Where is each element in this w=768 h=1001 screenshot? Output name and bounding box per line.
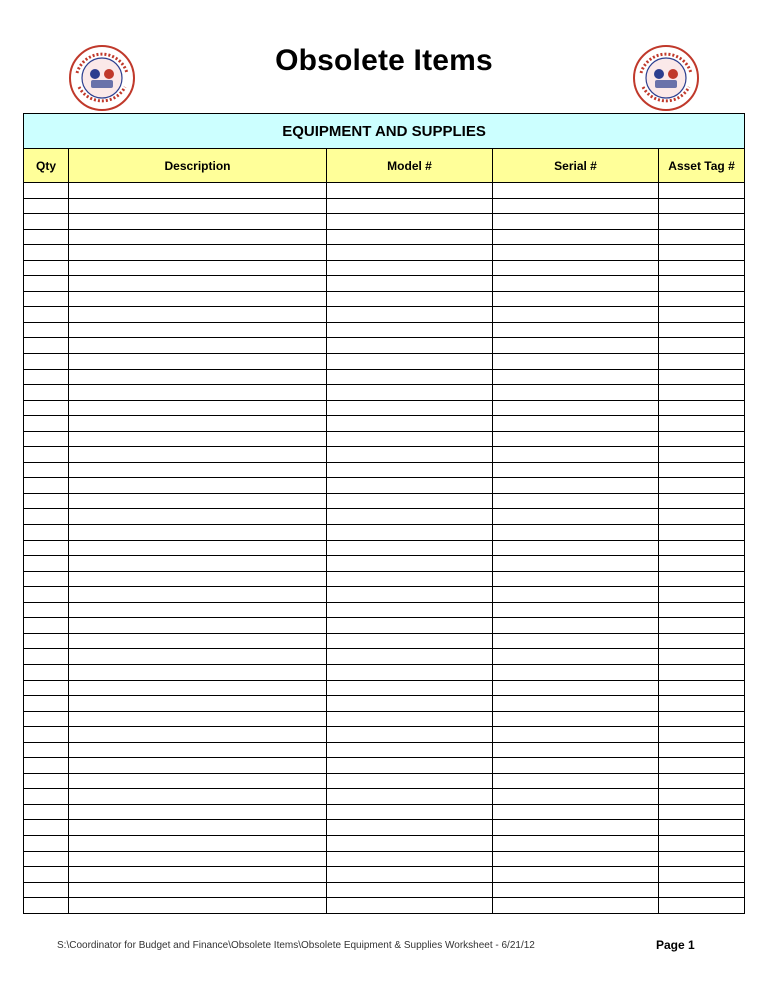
cell-description	[69, 509, 327, 525]
cell-serial	[493, 571, 659, 587]
cell-asset-tag	[659, 618, 745, 634]
cell-description	[69, 307, 327, 323]
cell-description	[69, 260, 327, 276]
cell-asset-tag	[659, 322, 745, 338]
cell-description	[69, 804, 327, 820]
table-row	[24, 898, 745, 914]
table-row	[24, 587, 745, 603]
cell-description	[69, 882, 327, 898]
cell-model	[327, 618, 493, 634]
cell-description	[69, 773, 327, 789]
cell-serial	[493, 867, 659, 883]
table-row	[24, 276, 745, 292]
table-row	[24, 338, 745, 354]
cell-description	[69, 291, 327, 307]
cell-asset-tag	[659, 431, 745, 447]
table-row	[24, 804, 745, 820]
cell-qty	[24, 711, 69, 727]
table-row	[24, 291, 745, 307]
cell-description	[69, 633, 327, 649]
cell-serial	[493, 556, 659, 572]
cell-asset-tag	[659, 214, 745, 230]
cell-serial	[493, 633, 659, 649]
cell-serial	[493, 245, 659, 261]
table-row	[24, 633, 745, 649]
cell-description	[69, 493, 327, 509]
cell-qty	[24, 260, 69, 276]
cell-qty	[24, 851, 69, 867]
cell-description	[69, 898, 327, 914]
cell-asset-tag	[659, 291, 745, 307]
cell-serial	[493, 540, 659, 556]
cell-model	[327, 571, 493, 587]
cell-model	[327, 649, 493, 665]
cell-qty	[24, 882, 69, 898]
table-row	[24, 322, 745, 338]
cell-serial	[493, 214, 659, 230]
table-row	[24, 416, 745, 432]
table-row	[24, 618, 745, 634]
cell-serial	[493, 447, 659, 463]
cell-asset-tag	[659, 633, 745, 649]
cell-description	[69, 571, 327, 587]
cell-asset-tag	[659, 478, 745, 494]
column-header-serial: Serial #	[493, 149, 659, 183]
cell-asset-tag	[659, 820, 745, 836]
cell-serial	[493, 602, 659, 618]
cell-description	[69, 478, 327, 494]
cell-qty	[24, 291, 69, 307]
cell-asset-tag	[659, 509, 745, 525]
cell-model	[327, 680, 493, 696]
cell-qty	[24, 727, 69, 743]
cell-model	[327, 400, 493, 416]
cell-serial	[493, 509, 659, 525]
cell-qty	[24, 245, 69, 261]
page-title: Obsolete Items	[275, 44, 493, 77]
cell-qty	[24, 804, 69, 820]
cell-asset-tag	[659, 696, 745, 712]
column-header-description: Description	[69, 149, 327, 183]
section-title: EQUIPMENT AND SUPPLIES	[24, 114, 745, 149]
cell-description	[69, 696, 327, 712]
cell-asset-tag	[659, 556, 745, 572]
cell-asset-tag	[659, 851, 745, 867]
cell-model	[327, 214, 493, 230]
cell-serial	[493, 493, 659, 509]
table-row	[24, 509, 745, 525]
table-row	[24, 307, 745, 323]
table-row	[24, 369, 745, 385]
cell-serial	[493, 183, 659, 199]
cell-model	[327, 742, 493, 758]
cell-asset-tag	[659, 882, 745, 898]
cell-qty	[24, 276, 69, 292]
cell-model	[327, 804, 493, 820]
cell-qty	[24, 478, 69, 494]
district-logo-right	[631, 43, 701, 113]
cell-qty	[24, 198, 69, 214]
table-row	[24, 556, 745, 572]
cell-description	[69, 602, 327, 618]
cell-qty	[24, 680, 69, 696]
cell-asset-tag	[659, 369, 745, 385]
district-logo-left	[67, 43, 137, 113]
cell-description	[69, 680, 327, 696]
cell-description	[69, 447, 327, 463]
table-row	[24, 400, 745, 416]
cell-model	[327, 307, 493, 323]
cell-serial	[493, 898, 659, 914]
cell-qty	[24, 385, 69, 401]
cell-qty	[24, 338, 69, 354]
cell-serial	[493, 462, 659, 478]
table-row	[24, 835, 745, 851]
cell-qty	[24, 571, 69, 587]
cell-description	[69, 758, 327, 774]
cell-description	[69, 556, 327, 572]
cell-model	[327, 385, 493, 401]
cell-asset-tag	[659, 183, 745, 199]
cell-description	[69, 727, 327, 743]
cell-serial	[493, 385, 659, 401]
cell-asset-tag	[659, 493, 745, 509]
cell-model	[327, 354, 493, 370]
cell-serial	[493, 338, 659, 354]
cell-model	[327, 835, 493, 851]
cell-qty	[24, 354, 69, 370]
cell-qty	[24, 696, 69, 712]
cell-serial	[493, 307, 659, 323]
cell-qty	[24, 820, 69, 836]
cell-qty	[24, 664, 69, 680]
cell-model	[327, 229, 493, 245]
column-header-asset-tag: Asset Tag #	[659, 149, 745, 183]
cell-serial	[493, 664, 659, 680]
cell-description	[69, 245, 327, 261]
cell-serial	[493, 711, 659, 727]
cell-serial	[493, 276, 659, 292]
cell-model	[327, 789, 493, 805]
cell-serial	[493, 322, 659, 338]
cell-qty	[24, 229, 69, 245]
cell-asset-tag	[659, 198, 745, 214]
cell-asset-tag	[659, 587, 745, 603]
cell-description	[69, 867, 327, 883]
cell-model	[327, 727, 493, 743]
cell-asset-tag	[659, 571, 745, 587]
cell-model	[327, 851, 493, 867]
cell-qty	[24, 602, 69, 618]
equipment-table	[23, 113, 745, 914]
cell-model	[327, 291, 493, 307]
cell-description	[69, 416, 327, 432]
cell-qty	[24, 649, 69, 665]
cell-model	[327, 882, 493, 898]
cell-serial	[493, 525, 659, 541]
cell-qty	[24, 416, 69, 432]
cell-asset-tag	[659, 229, 745, 245]
cell-serial	[493, 882, 659, 898]
cell-model	[327, 260, 493, 276]
cell-description	[69, 462, 327, 478]
cell-qty	[24, 773, 69, 789]
cell-model	[327, 369, 493, 385]
cell-model	[327, 183, 493, 199]
cell-serial	[493, 478, 659, 494]
table-row	[24, 260, 745, 276]
cell-description	[69, 664, 327, 680]
cell-qty	[24, 509, 69, 525]
cell-asset-tag	[659, 354, 745, 370]
cell-description	[69, 338, 327, 354]
cell-qty	[24, 307, 69, 323]
cell-serial	[493, 758, 659, 774]
cell-serial	[493, 229, 659, 245]
cell-model	[327, 198, 493, 214]
cell-serial	[493, 431, 659, 447]
cell-qty	[24, 867, 69, 883]
cell-asset-tag	[659, 773, 745, 789]
cell-asset-tag	[659, 602, 745, 618]
cell-model	[327, 587, 493, 603]
cell-model	[327, 478, 493, 494]
table-row	[24, 198, 745, 214]
table-row	[24, 245, 745, 261]
cell-qty	[24, 742, 69, 758]
cell-asset-tag	[659, 447, 745, 463]
cell-asset-tag	[659, 758, 745, 774]
cell-model	[327, 447, 493, 463]
cell-serial	[493, 260, 659, 276]
table-row	[24, 680, 745, 696]
cell-model	[327, 245, 493, 261]
cell-model	[327, 338, 493, 354]
cell-qty	[24, 493, 69, 509]
cell-description	[69, 587, 327, 603]
cell-description	[69, 229, 327, 245]
table-row	[24, 354, 745, 370]
cell-model	[327, 602, 493, 618]
cell-asset-tag	[659, 385, 745, 401]
cell-asset-tag	[659, 867, 745, 883]
cell-asset-tag	[659, 789, 745, 805]
cell-serial	[493, 587, 659, 603]
cell-description	[69, 183, 327, 199]
table-body	[24, 183, 745, 914]
cell-asset-tag	[659, 649, 745, 665]
cell-model	[327, 493, 493, 509]
cell-qty	[24, 462, 69, 478]
cell-model	[327, 711, 493, 727]
cell-model	[327, 696, 493, 712]
cell-description	[69, 369, 327, 385]
table-row	[24, 789, 745, 805]
cell-model	[327, 773, 493, 789]
cell-model	[327, 898, 493, 914]
cell-serial	[493, 649, 659, 665]
cell-description	[69, 431, 327, 447]
cell-description	[69, 618, 327, 634]
cell-serial	[493, 789, 659, 805]
table-row	[24, 882, 745, 898]
table-row	[24, 742, 745, 758]
cell-serial	[493, 618, 659, 634]
cell-description	[69, 835, 327, 851]
cell-model	[327, 540, 493, 556]
cell-qty	[24, 898, 69, 914]
cell-qty	[24, 758, 69, 774]
table-row	[24, 851, 745, 867]
cell-model	[327, 758, 493, 774]
cell-serial	[493, 742, 659, 758]
cell-asset-tag	[659, 400, 745, 416]
table-row	[24, 525, 745, 541]
cell-asset-tag	[659, 462, 745, 478]
table-row	[24, 820, 745, 836]
cell-qty	[24, 400, 69, 416]
cell-qty	[24, 633, 69, 649]
cell-qty	[24, 431, 69, 447]
cell-model	[327, 431, 493, 447]
cell-asset-tag	[659, 680, 745, 696]
cell-qty	[24, 369, 69, 385]
cell-asset-tag	[659, 540, 745, 556]
column-header-qty: Qty	[24, 149, 69, 183]
cell-description	[69, 649, 327, 665]
cell-serial	[493, 400, 659, 416]
cell-serial	[493, 835, 659, 851]
cell-description	[69, 789, 327, 805]
cell-model	[327, 509, 493, 525]
cell-qty	[24, 618, 69, 634]
cell-model	[327, 556, 493, 572]
cell-asset-tag	[659, 898, 745, 914]
table-row	[24, 183, 745, 199]
table-row	[24, 602, 745, 618]
cell-serial	[493, 727, 659, 743]
cell-qty	[24, 835, 69, 851]
cell-model	[327, 664, 493, 680]
table-row	[24, 696, 745, 712]
cell-qty	[24, 525, 69, 541]
table-row	[24, 214, 745, 230]
table-row	[24, 711, 745, 727]
cell-model	[327, 322, 493, 338]
cell-model	[327, 276, 493, 292]
cell-description	[69, 820, 327, 836]
cell-serial	[493, 416, 659, 432]
cell-serial	[493, 680, 659, 696]
table-row	[24, 447, 745, 463]
cell-serial	[493, 291, 659, 307]
table-row	[24, 664, 745, 680]
cell-qty	[24, 556, 69, 572]
cell-asset-tag	[659, 664, 745, 680]
cell-serial	[493, 804, 659, 820]
cell-asset-tag	[659, 711, 745, 727]
cell-model	[327, 820, 493, 836]
table-row	[24, 478, 745, 494]
table-row	[24, 462, 745, 478]
cell-asset-tag	[659, 307, 745, 323]
table-row	[24, 649, 745, 665]
cell-asset-tag	[659, 245, 745, 261]
cell-serial	[493, 773, 659, 789]
cell-qty	[24, 322, 69, 338]
cell-asset-tag	[659, 742, 745, 758]
cell-description	[69, 276, 327, 292]
cell-serial	[493, 354, 659, 370]
table-row	[24, 727, 745, 743]
table-row	[24, 773, 745, 789]
table-row	[24, 229, 745, 245]
cell-asset-tag	[659, 416, 745, 432]
cell-serial	[493, 369, 659, 385]
cell-qty	[24, 789, 69, 805]
table-row	[24, 431, 745, 447]
cell-description	[69, 354, 327, 370]
cell-description	[69, 851, 327, 867]
cell-description	[69, 742, 327, 758]
cell-model	[327, 462, 493, 478]
cell-asset-tag	[659, 260, 745, 276]
cell-qty	[24, 447, 69, 463]
cell-description	[69, 198, 327, 214]
cell-description	[69, 214, 327, 230]
cell-description	[69, 525, 327, 541]
cell-asset-tag	[659, 525, 745, 541]
cell-model	[327, 416, 493, 432]
table-row	[24, 571, 745, 587]
cell-asset-tag	[659, 276, 745, 292]
cell-qty	[24, 214, 69, 230]
cell-model	[327, 633, 493, 649]
cell-description	[69, 400, 327, 416]
cell-description	[69, 322, 327, 338]
cell-model	[327, 525, 493, 541]
cell-serial	[493, 820, 659, 836]
cell-qty	[24, 183, 69, 199]
cell-description	[69, 385, 327, 401]
cell-serial	[493, 696, 659, 712]
page-number: Page 1	[656, 938, 695, 952]
cell-serial	[493, 198, 659, 214]
table-row	[24, 758, 745, 774]
column-header-model: Model #	[327, 149, 493, 183]
cell-qty	[24, 587, 69, 603]
cell-model	[327, 867, 493, 883]
table-row	[24, 540, 745, 556]
footer-file-path: S:\Coordinator for Budget and Finance\Obsolete Items\Obsolete Equipment & Supplies Worksheet - 6/21/12	[57, 940, 535, 951]
cell-asset-tag	[659, 727, 745, 743]
cell-qty	[24, 540, 69, 556]
table-row	[24, 385, 745, 401]
cell-description	[69, 711, 327, 727]
cell-description	[69, 540, 327, 556]
cell-asset-tag	[659, 835, 745, 851]
table-row	[24, 493, 745, 509]
table-row	[24, 867, 745, 883]
cell-serial	[493, 851, 659, 867]
cell-asset-tag	[659, 804, 745, 820]
cell-asset-tag	[659, 338, 745, 354]
